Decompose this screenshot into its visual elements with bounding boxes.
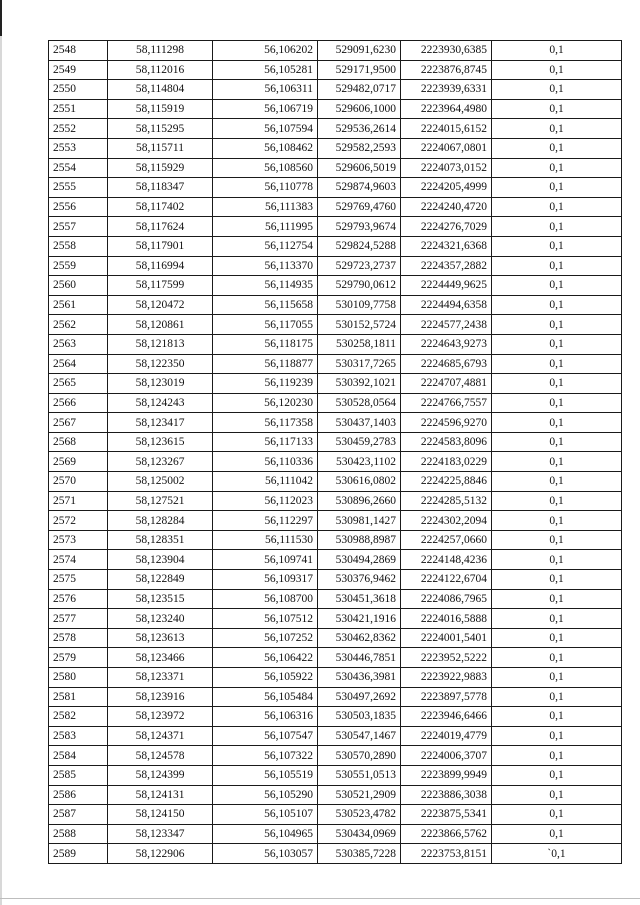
value-cell: 0,1: [492, 178, 622, 198]
value-cell: 0,1: [492, 41, 622, 61]
table-row: [49, 726, 622, 746]
point-number-cell: 2582: [49, 707, 108, 727]
coord-a-cell: 58,123515: [108, 589, 213, 609]
coord-y-cell: 2224016,5888: [401, 609, 492, 629]
coord-b-cell: 56,106422: [213, 648, 318, 668]
coord-b-cell: 56,105107: [213, 805, 318, 825]
point-number-cell: 2574: [49, 550, 108, 570]
coord-a-cell: 58,117599: [108, 276, 213, 296]
table-row: [49, 119, 622, 139]
coord-y-cell: 2224122,6704: [401, 570, 492, 590]
table-row: [49, 511, 622, 531]
value-cell: 0,1: [492, 805, 622, 825]
table-row: [49, 217, 622, 237]
table-row: [49, 491, 622, 511]
coord-x-cell: 529606,5019: [318, 158, 401, 178]
point-number-cell: 2581: [49, 687, 108, 707]
coord-y-cell: 2223899,9949: [401, 765, 492, 785]
value-cell: 0,1: [492, 119, 622, 139]
point-number-cell: 2553: [49, 138, 108, 158]
point-number-cell: 2549: [49, 60, 108, 80]
table-row: [49, 765, 622, 785]
value-cell: 0,1: [492, 276, 622, 296]
table-row: [49, 628, 622, 648]
value-cell: 0,1: [492, 393, 622, 413]
coord-b-cell: 56,114935: [213, 276, 318, 296]
point-number-cell: 2576: [49, 589, 108, 609]
coord-b-cell: 56,104965: [213, 824, 318, 844]
value-cell: 0,1: [492, 256, 622, 276]
coord-b-cell: 56,107594: [213, 119, 318, 139]
coord-a-cell: 58,115711: [108, 138, 213, 158]
coord-x-cell: 529793,9674: [318, 217, 401, 237]
table-row: [49, 374, 622, 394]
coord-y-cell: 2224321,6368: [401, 236, 492, 256]
coord-a-cell: 58,111298: [108, 41, 213, 61]
coord-x-cell: 529606,1000: [318, 99, 401, 119]
coord-y-cell: 2224577,2438: [401, 315, 492, 335]
coord-y-cell: 2224067,0801: [401, 138, 492, 158]
coord-x-cell: 530392,1021: [318, 374, 401, 394]
coord-b-cell: 56,105519: [213, 765, 318, 785]
point-number-cell: 2571: [49, 491, 108, 511]
coordinates-table-body: [49, 41, 622, 864]
coord-a-cell: 58,117402: [108, 197, 213, 217]
value-cell: 0,1: [492, 374, 622, 394]
point-number-cell: 2561: [49, 295, 108, 315]
value-cell: 0,1: [492, 746, 622, 766]
value-cell: 0,1: [492, 354, 622, 374]
table-row: [49, 530, 622, 550]
coord-x-cell: 530436,3981: [318, 668, 401, 688]
coord-y-cell: 2223866,5762: [401, 824, 492, 844]
coord-x-cell: 530981,1427: [318, 511, 401, 531]
coord-a-cell: 58,123904: [108, 550, 213, 570]
coord-x-cell: 529824,5288: [318, 236, 401, 256]
coord-b-cell: 56,108700: [213, 589, 318, 609]
coord-x-cell: 530109,7758: [318, 295, 401, 315]
coord-y-cell: 2224205,4999: [401, 178, 492, 198]
table-row: [49, 41, 622, 61]
table-row: [49, 785, 622, 805]
coord-b-cell: 56,112297: [213, 511, 318, 531]
coord-y-cell: 2223897,5778: [401, 687, 492, 707]
value-cell: 0,1: [492, 432, 622, 452]
point-number-cell: 2572: [49, 511, 108, 531]
coord-x-cell: 530503,1835: [318, 707, 401, 727]
coord-a-cell: 58,123347: [108, 824, 213, 844]
coord-b-cell: 56,105484: [213, 687, 318, 707]
coord-x-cell: 530421,1916: [318, 609, 401, 629]
coord-b-cell: 56,107252: [213, 628, 318, 648]
value-cell: 0,1: [492, 824, 622, 844]
value-cell: 0,1: [492, 60, 622, 80]
coord-b-cell: 56,115658: [213, 295, 318, 315]
value-cell: 0,1: [492, 334, 622, 354]
point-number-cell: 2555: [49, 178, 108, 198]
value-cell: 0,1: [492, 785, 622, 805]
coord-y-cell: 2223964,4980: [401, 99, 492, 119]
coord-b-cell: 56,106202: [213, 41, 318, 61]
table-row: [49, 609, 622, 629]
coord-a-cell: 58,115919: [108, 99, 213, 119]
value-cell: 0,1: [492, 628, 622, 648]
point-number-cell: 2566: [49, 393, 108, 413]
point-number-cell: 2585: [49, 765, 108, 785]
coord-x-cell: 529482,0717: [318, 80, 401, 100]
coord-y-cell: 2223946,6466: [401, 707, 492, 727]
point-number-cell: 2559: [49, 256, 108, 276]
value-cell: 0,1: [492, 511, 622, 531]
table-row: [49, 413, 622, 433]
value-cell: 0,1: [492, 452, 622, 472]
value-cell: 0,1: [492, 530, 622, 550]
coord-b-cell: 56,105922: [213, 668, 318, 688]
value-cell: 0,1: [492, 589, 622, 609]
coord-y-cell: 2223886,3038: [401, 785, 492, 805]
coordinates-table: [48, 40, 622, 864]
coord-b-cell: 56,109317: [213, 570, 318, 590]
value-cell: `0,1: [492, 844, 622, 864]
point-number-cell: 2550: [49, 80, 108, 100]
coord-b-cell: 56,110336: [213, 452, 318, 472]
table-row: [49, 197, 622, 217]
table-row: [49, 178, 622, 198]
coord-a-cell: 58,123417: [108, 413, 213, 433]
coord-b-cell: 56,111042: [213, 472, 318, 492]
value-cell: 0,1: [492, 236, 622, 256]
coord-b-cell: 56,105290: [213, 785, 318, 805]
coord-b-cell: 56,112754: [213, 236, 318, 256]
coord-y-cell: 2224257,0660: [401, 530, 492, 550]
coord-x-cell: 530616,0802: [318, 472, 401, 492]
coord-x-cell: 530570,2890: [318, 746, 401, 766]
coord-a-cell: 58,114804: [108, 80, 213, 100]
coord-b-cell: 56,109741: [213, 550, 318, 570]
coord-x-cell: 529091,6230: [318, 41, 401, 61]
coord-b-cell: 56,110778: [213, 178, 318, 198]
table-row: [49, 550, 622, 570]
coord-a-cell: 58,128284: [108, 511, 213, 531]
coord-x-cell: 530528,0564: [318, 393, 401, 413]
point-number-cell: 2584: [49, 746, 108, 766]
point-number-cell: 2554: [49, 158, 108, 178]
coord-a-cell: 58,116994: [108, 256, 213, 276]
coord-a-cell: 58,120472: [108, 295, 213, 315]
value-cell: 0,1: [492, 472, 622, 492]
coord-y-cell: 2224494,6358: [401, 295, 492, 315]
value-cell: 0,1: [492, 765, 622, 785]
coord-b-cell: 56,105281: [213, 60, 318, 80]
coord-x-cell: 530523,4782: [318, 805, 401, 825]
coord-y-cell: 2223939,6331: [401, 80, 492, 100]
point-number-cell: 2564: [49, 354, 108, 374]
coord-b-cell: 56,106311: [213, 80, 318, 100]
page-left-edge: [0, 0, 2, 905]
coord-x-cell: 530988,8987: [318, 530, 401, 550]
coord-b-cell: 56,111383: [213, 197, 318, 217]
point-number-cell: 2573: [49, 530, 108, 550]
coord-b-cell: 56,107512: [213, 609, 318, 629]
coord-b-cell: 56,108560: [213, 158, 318, 178]
coord-y-cell: 2224006,3707: [401, 746, 492, 766]
point-number-cell: 2588: [49, 824, 108, 844]
coord-y-cell: 2223875,5341: [401, 805, 492, 825]
coord-y-cell: 2224596,9270: [401, 413, 492, 433]
coord-b-cell: 56,108462: [213, 138, 318, 158]
value-cell: 0,1: [492, 550, 622, 570]
coord-b-cell: 56,103057: [213, 844, 318, 864]
coord-a-cell: 58,124243: [108, 393, 213, 413]
point-number-cell: 2552: [49, 119, 108, 139]
table-row: [49, 452, 622, 472]
coord-x-cell: 530521,2909: [318, 785, 401, 805]
coord-y-cell: 2224276,7029: [401, 217, 492, 237]
coord-a-cell: 58,124371: [108, 726, 213, 746]
table-row: [49, 393, 622, 413]
table-row: [49, 99, 622, 119]
point-number-cell: 2589: [49, 844, 108, 864]
coord-a-cell: 58,123019: [108, 374, 213, 394]
coord-y-cell: 2223922,9883: [401, 668, 492, 688]
coord-b-cell: 56,119239: [213, 374, 318, 394]
coord-y-cell: 2224449,9625: [401, 276, 492, 296]
point-number-cell: 2577: [49, 609, 108, 629]
value-cell: 0,1: [492, 570, 622, 590]
point-number-cell: 2580: [49, 668, 108, 688]
coord-x-cell: 530434,0969: [318, 824, 401, 844]
value-cell: 0,1: [492, 413, 622, 433]
table-row: [49, 805, 622, 825]
coord-a-cell: 58,112016: [108, 60, 213, 80]
point-number-cell: 2565: [49, 374, 108, 394]
table-row: [49, 746, 622, 766]
coord-b-cell: 56,117133: [213, 432, 318, 452]
coord-b-cell: 56,112023: [213, 491, 318, 511]
table-row: [49, 158, 622, 178]
table-row: [49, 276, 622, 296]
table-row: [49, 668, 622, 688]
coord-y-cell: 2224685,6793: [401, 354, 492, 374]
coord-x-cell: 530385,7228: [318, 844, 401, 864]
coord-x-cell: 529723,2737: [318, 256, 401, 276]
coord-a-cell: 58,123613: [108, 628, 213, 648]
point-number-cell: 2563: [49, 334, 108, 354]
point-number-cell: 2569: [49, 452, 108, 472]
coord-x-cell: 529790,0612: [318, 276, 401, 296]
point-number-cell: 2558: [49, 236, 108, 256]
point-number-cell: 2583: [49, 726, 108, 746]
coord-a-cell: 58,115929: [108, 158, 213, 178]
coord-y-cell: 2224225,8846: [401, 472, 492, 492]
value-cell: 0,1: [492, 295, 622, 315]
table-row: [49, 844, 622, 864]
table-row: [49, 824, 622, 844]
coord-a-cell: 58,122350: [108, 354, 213, 374]
coord-a-cell: 58,117901: [108, 236, 213, 256]
coord-y-cell: 2223753,8151: [401, 844, 492, 864]
value-cell: 0,1: [492, 217, 622, 237]
value-cell: 0,1: [492, 491, 622, 511]
coord-a-cell: 58,122849: [108, 570, 213, 590]
coord-y-cell: 2223930,6385: [401, 41, 492, 61]
coord-y-cell: 2224302,2094: [401, 511, 492, 531]
page-bottom-rule: [0, 898, 640, 899]
value-cell: 0,1: [492, 648, 622, 668]
point-number-cell: 2562: [49, 315, 108, 335]
point-number-cell: 2579: [49, 648, 108, 668]
coord-x-cell: 530896,2660: [318, 491, 401, 511]
point-number-cell: 2586: [49, 785, 108, 805]
table-row: [49, 334, 622, 354]
coord-y-cell: 2224643,9273: [401, 334, 492, 354]
point-number-cell: 2551: [49, 99, 108, 119]
coord-x-cell: 530462,8362: [318, 628, 401, 648]
coord-a-cell: 58,124578: [108, 746, 213, 766]
coord-a-cell: 58,120861: [108, 315, 213, 335]
table-row: [49, 354, 622, 374]
coord-b-cell: 56,113370: [213, 256, 318, 276]
point-number-cell: 2567: [49, 413, 108, 433]
point-number-cell: 2556: [49, 197, 108, 217]
coord-a-cell: 58,123916: [108, 687, 213, 707]
coord-b-cell: 56,117358: [213, 413, 318, 433]
coord-a-cell: 58,127521: [108, 491, 213, 511]
coord-a-cell: 58,123240: [108, 609, 213, 629]
coord-a-cell: 58,124131: [108, 785, 213, 805]
value-cell: 0,1: [492, 726, 622, 746]
value-cell: 0,1: [492, 158, 622, 178]
coord-x-cell: 530376,9462: [318, 570, 401, 590]
point-number-cell: 2575: [49, 570, 108, 590]
coord-a-cell: 58,118347: [108, 178, 213, 198]
coord-x-cell: 530459,2783: [318, 432, 401, 452]
coord-a-cell: 58,117624: [108, 217, 213, 237]
value-cell: 0,1: [492, 687, 622, 707]
value-cell: 0,1: [492, 609, 622, 629]
table-row: [49, 315, 622, 335]
table-row: [49, 648, 622, 668]
coord-y-cell: 2223876,8745: [401, 60, 492, 80]
coord-y-cell: 2224001,5401: [401, 628, 492, 648]
coord-b-cell: 56,111530: [213, 530, 318, 550]
coord-y-cell: 2224019,4779: [401, 726, 492, 746]
coord-x-cell: 530497,2692: [318, 687, 401, 707]
coord-y-cell: 2224073,0152: [401, 158, 492, 178]
coord-x-cell: 530152,5724: [318, 315, 401, 335]
coord-x-cell: 529171,9500: [318, 60, 401, 80]
point-number-cell: 2568: [49, 432, 108, 452]
table-row: [49, 60, 622, 80]
coord-y-cell: 2224357,2882: [401, 256, 492, 276]
coord-y-cell: 2223952,5222: [401, 648, 492, 668]
coord-a-cell: 58,115295: [108, 119, 213, 139]
coord-y-cell: 2224148,4236: [401, 550, 492, 570]
table-row: [49, 707, 622, 727]
coord-x-cell: 530317,7265: [318, 354, 401, 374]
table-row: [49, 236, 622, 256]
coord-y-cell: 2224285,5132: [401, 491, 492, 511]
table-row: [49, 472, 622, 492]
point-number-cell: 2578: [49, 628, 108, 648]
coord-a-cell: 58,128351: [108, 530, 213, 550]
coord-x-cell: 530446,7851: [318, 648, 401, 668]
coord-a-cell: 58,124150: [108, 805, 213, 825]
table-row: [49, 256, 622, 276]
coord-b-cell: 56,106316: [213, 707, 318, 727]
coord-a-cell: 58,125002: [108, 472, 213, 492]
coord-a-cell: 58,123615: [108, 432, 213, 452]
coord-a-cell: 58,123972: [108, 707, 213, 727]
coord-b-cell: 56,111995: [213, 217, 318, 237]
coord-y-cell: 2224240,4720: [401, 197, 492, 217]
coord-x-cell: 529874,9603: [318, 178, 401, 198]
coord-a-cell: 58,124399: [108, 765, 213, 785]
point-number-cell: 2560: [49, 276, 108, 296]
coord-x-cell: 529582,2593: [318, 138, 401, 158]
value-cell: 0,1: [492, 80, 622, 100]
coord-y-cell: 2224086,7965: [401, 589, 492, 609]
table-row: [49, 295, 622, 315]
coord-x-cell: 529536,2614: [318, 119, 401, 139]
coord-a-cell: 58,121813: [108, 334, 213, 354]
coord-a-cell: 58,123371: [108, 668, 213, 688]
coord-x-cell: 530451,3618: [318, 589, 401, 609]
table-row: [49, 80, 622, 100]
table-row: [49, 432, 622, 452]
coord-y-cell: 2224766,7557: [401, 393, 492, 413]
point-number-cell: 2548: [49, 41, 108, 61]
coord-x-cell: 530551,0513: [318, 765, 401, 785]
coord-y-cell: 2224015,6152: [401, 119, 492, 139]
value-cell: 0,1: [492, 315, 622, 335]
coord-x-cell: 530547,1467: [318, 726, 401, 746]
coord-b-cell: 56,107547: [213, 726, 318, 746]
value-cell: 0,1: [492, 197, 622, 217]
table-row: [49, 570, 622, 590]
coord-b-cell: 56,118175: [213, 334, 318, 354]
coord-a-cell: 58,123267: [108, 452, 213, 472]
coord-x-cell: 530258,1811: [318, 334, 401, 354]
coord-x-cell: 530437,1403: [318, 413, 401, 433]
coord-a-cell: 58,122906: [108, 844, 213, 864]
coord-y-cell: 2224183,0229: [401, 452, 492, 472]
table-row: [49, 138, 622, 158]
coord-x-cell: 530423,1102: [318, 452, 401, 472]
coord-b-cell: 56,120230: [213, 393, 318, 413]
point-number-cell: 2557: [49, 217, 108, 237]
value-cell: 0,1: [492, 668, 622, 688]
table-row: [49, 589, 622, 609]
coord-x-cell: 530494,2869: [318, 550, 401, 570]
scan-mark: [0, 0, 2, 36]
coord-y-cell: 2224707,4881: [401, 374, 492, 394]
coord-y-cell: 2224583,8096: [401, 432, 492, 452]
value-cell: 0,1: [492, 138, 622, 158]
table-row: [49, 687, 622, 707]
value-cell: 0,1: [492, 707, 622, 727]
value-cell: 0,1: [492, 99, 622, 119]
coord-x-cell: 529769,4760: [318, 197, 401, 217]
coord-a-cell: 58,123466: [108, 648, 213, 668]
coord-b-cell: 56,107322: [213, 746, 318, 766]
coord-b-cell: 56,106719: [213, 99, 318, 119]
coord-b-cell: 56,118877: [213, 354, 318, 374]
point-number-cell: 2570: [49, 472, 108, 492]
coord-b-cell: 56,117055: [213, 315, 318, 335]
point-number-cell: 2587: [49, 805, 108, 825]
